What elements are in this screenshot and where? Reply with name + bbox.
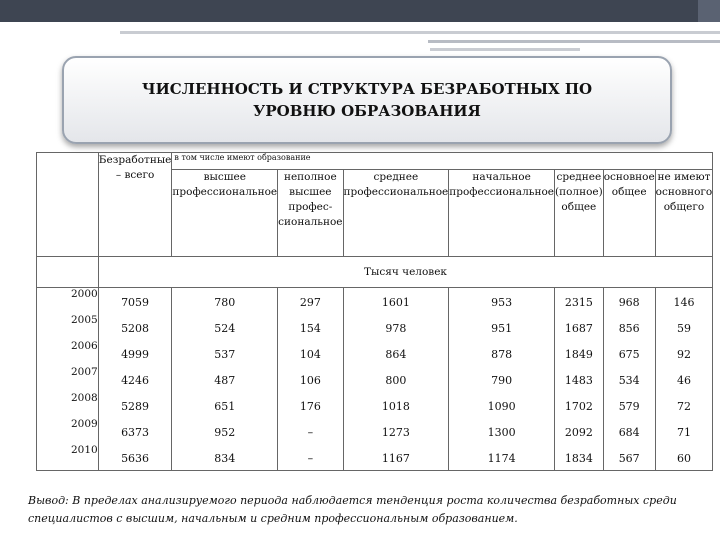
value-cell: 4246: [121, 374, 150, 387]
value-cell: 59: [676, 322, 691, 335]
value-cell: 72: [676, 400, 691, 413]
value-cell: 4999: [121, 348, 150, 361]
value-cell: 978: [385, 322, 407, 335]
value-cell: 5208: [121, 322, 150, 335]
value-cell: 864: [385, 348, 407, 361]
value-cell: 537: [214, 348, 236, 361]
decor-stripe: [428, 40, 720, 43]
year-label: 2000: [71, 288, 98, 300]
value-cell: 790: [491, 374, 513, 387]
value-cell: 952: [214, 426, 236, 439]
value-column-incomplete-higher: [278, 288, 343, 471]
value-cell: 2315: [564, 296, 593, 309]
year-label: 2010: [71, 444, 98, 456]
value-cell: 1174: [487, 452, 516, 465]
top-bar: [0, 0, 720, 22]
year-label: 2007: [71, 366, 98, 378]
value-cell: 834: [214, 452, 236, 465]
column-header: высшее профессиональное: [172, 170, 278, 257]
value-cell: 60: [676, 452, 691, 465]
total-header: Безработные – всего: [98, 153, 172, 257]
value-cell: 579: [618, 400, 640, 413]
value-cell: 1687: [564, 322, 593, 335]
value-cell: 92: [676, 348, 691, 361]
value-cell: 1601: [381, 296, 410, 309]
value-cell: 651: [214, 400, 236, 413]
column-header: не имеют основного общего: [655, 170, 713, 257]
unemployment-table: [36, 152, 713, 471]
value-cell: 146: [673, 296, 695, 309]
value-cell: 951: [491, 322, 513, 335]
year-label: 2006: [71, 340, 98, 352]
value-column-higher: [172, 288, 278, 471]
data-row: [37, 288, 713, 471]
value-cell: 1167: [381, 452, 410, 465]
value-cell: 7059: [121, 296, 150, 309]
decor-stripe: [430, 48, 580, 51]
value-cell: 1702: [564, 400, 593, 413]
group-header: в том числе имеют образование: [172, 153, 713, 170]
year-label: 2008: [71, 392, 98, 404]
value-column-secondary-general: [554, 288, 603, 471]
decor-stripe: [120, 31, 720, 34]
year-label: 2009: [71, 418, 98, 430]
value-column-secondary-prof: [343, 288, 449, 471]
value-cell: 800: [385, 374, 407, 387]
value-cell: 1273: [381, 426, 410, 439]
column-header: среднее (полное) общее: [554, 170, 603, 257]
value-column-total: [98, 288, 172, 471]
value-cell: 878: [491, 348, 513, 361]
value-cell: 1090: [487, 400, 516, 413]
conclusion-text: Вывод: В пределах анализируемого периода наблюдается тенденция роста количества безработных среди специалистов с высшим, начальным и средним профессиональным образованием.: [28, 494, 677, 525]
units-spacer: [37, 257, 99, 288]
value-cell: 684: [618, 426, 640, 439]
value-cell: 2092: [564, 426, 593, 439]
value-cell: 780: [214, 296, 236, 309]
value-cell: 856: [618, 322, 640, 335]
value-column-basic-general: [603, 288, 655, 471]
value-cell: 71: [676, 426, 691, 439]
value-cell: –: [307, 426, 314, 439]
column-header: неполное высшее профес-сиональное: [278, 170, 343, 257]
units-label: Тысяч человек: [98, 257, 713, 288]
value-cell: 154: [299, 322, 321, 335]
column-header: начальное профессиональное: [449, 170, 555, 257]
value-cell: 1483: [564, 374, 593, 387]
value-cell: –: [307, 452, 314, 465]
value-column-no-basic: [655, 288, 713, 471]
column-header: среднее профессиональное: [343, 170, 449, 257]
value-cell: 104: [299, 348, 321, 361]
top-bar-accent: [698, 0, 720, 22]
value-cell: 1300: [487, 426, 516, 439]
value-cell: 1834: [564, 452, 593, 465]
value-cell: 1018: [381, 400, 410, 413]
value-column-initial-prof: [449, 288, 555, 471]
value-cell: 524: [214, 322, 236, 335]
value-cell: 968: [618, 296, 640, 309]
value-cell: 487: [214, 374, 236, 387]
column-header: основное общее: [603, 170, 655, 257]
page-title: ЧИСЛЕННОСТЬ И СТРУКТУРА БЕЗРАБОТНЫХ ПО УРОВНЮ ОБРАЗОВАНИЯ: [141, 80, 593, 120]
year-column: [37, 288, 99, 471]
value-cell: 6373: [121, 426, 150, 439]
value-cell: 5289: [121, 400, 150, 413]
value-cell: 106: [299, 374, 321, 387]
title-box: [62, 56, 672, 144]
value-cell: 5636: [121, 452, 150, 465]
value-cell: 1849: [564, 348, 593, 361]
corner-cell: [37, 153, 99, 257]
value-cell: 534: [618, 374, 640, 387]
value-cell: 46: [676, 374, 691, 387]
value-cell: 953: [491, 296, 513, 309]
value-cell: 675: [618, 348, 640, 361]
year-label: 2005: [71, 314, 98, 326]
value-cell: 176: [299, 400, 321, 413]
value-cell: 297: [299, 296, 321, 309]
value-cell: 567: [618, 452, 640, 465]
